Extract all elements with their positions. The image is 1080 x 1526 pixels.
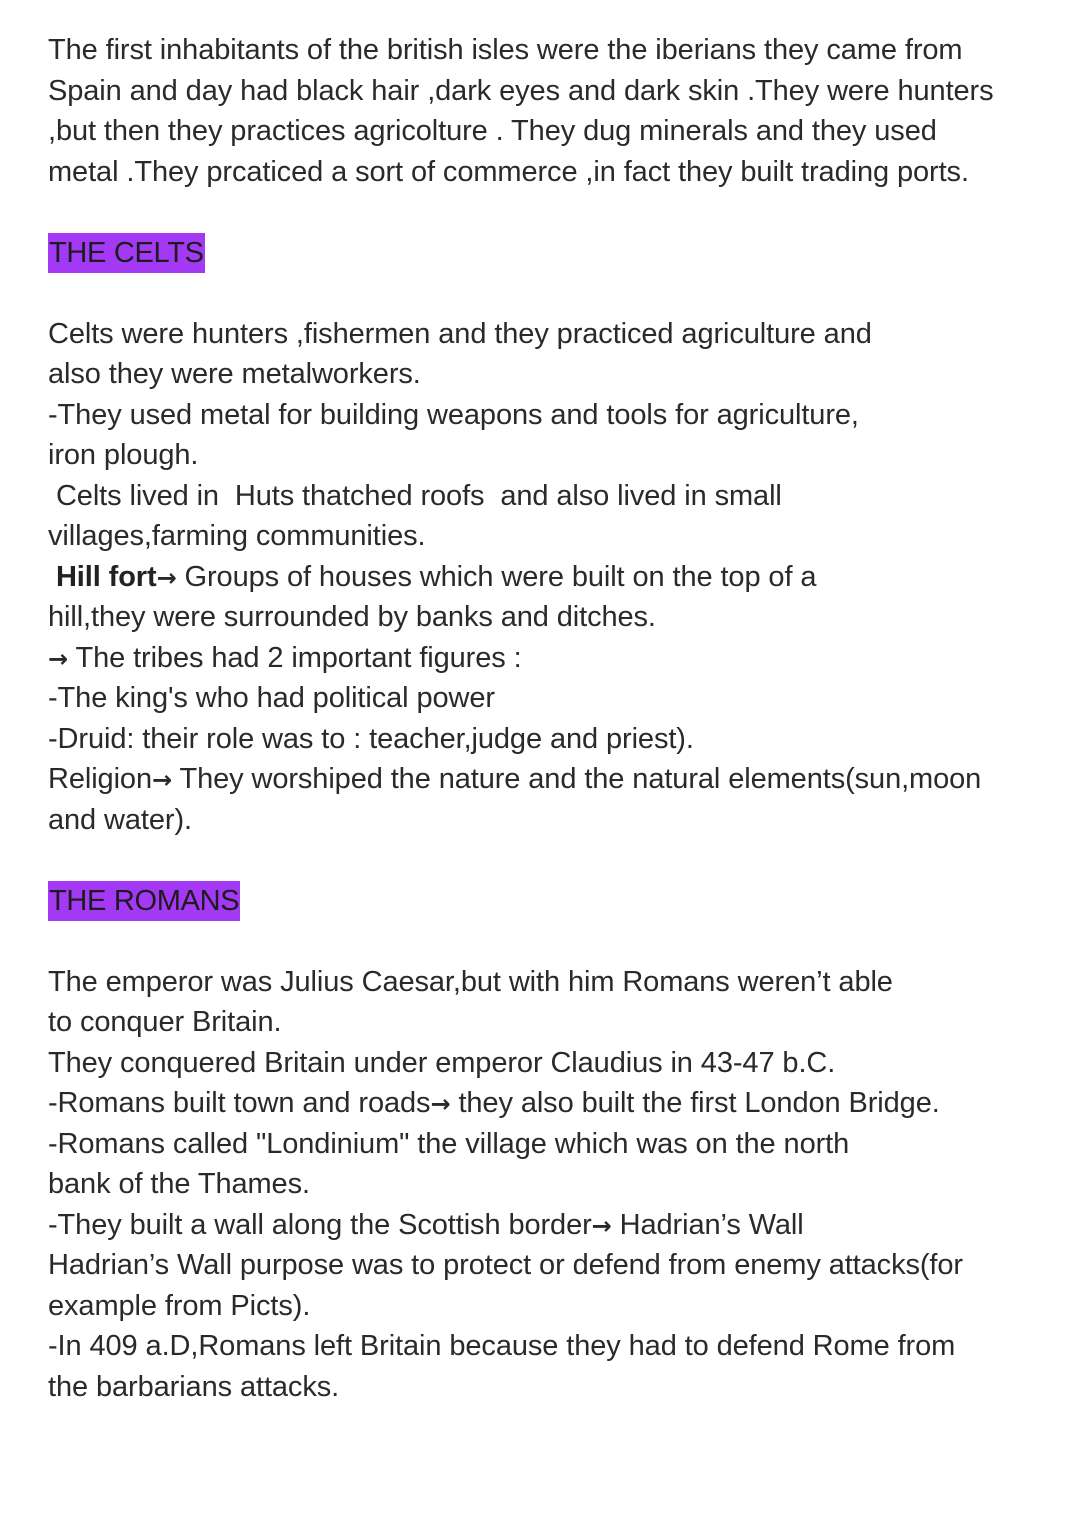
celts-line: -The king's who had political power: [48, 682, 495, 714]
religion-line: [48, 759, 1048, 800]
romans-line: They conquered Britain under emperor Claudius in 43-47 b.C.: [48, 1046, 836, 1079]
document-page: [48, 30, 1048, 1407]
hillfort-line: [48, 557, 1048, 598]
spacer: [48, 840, 1048, 881]
intro-line: metal .They prcaticed a sort of commerce ,in fact they built trading ports.: [48, 155, 969, 188]
spacer: [48, 273, 1048, 314]
hadrians-wall-text: Hadrian’s Wall: [611, 1208, 804, 1241]
romans-line: example from Picts).: [48, 1289, 311, 1322]
arrow-right-icon: →: [48, 644, 69, 673]
celts-line: also they were metalworkers.: [48, 358, 421, 390]
romans-line: -In 409 a.D,Romans left Britain because they had to defend Rome from: [48, 1330, 956, 1362]
celts-line: and water).: [48, 803, 192, 836]
romans-line: the barbarians attacks.: [48, 1370, 340, 1403]
romans-heading: THE ROMANS: [48, 881, 240, 921]
religion-text: They worshiped the nature and the natural elements(sun,moon: [172, 763, 982, 795]
hillfort-text: Groups of houses which were built on the top of a: [176, 560, 817, 593]
hillfort-term: Hill fort: [55, 560, 157, 593]
celts-section: [48, 314, 1048, 841]
religion-term: Religion: [48, 763, 152, 795]
romans-line: Hadrian’s Wall purpose was to protect or defend from enemy attacks(for: [48, 1249, 963, 1281]
celts-huts-text: Celts lived in Huts thatched roofs and also lived in small: [48, 479, 782, 512]
intro-line: Spain and day had black hair ,dark eyes and dark skin .They were hunters: [48, 74, 994, 107]
celts-line: -Druid: their role was to : teacher,judge and priest).: [48, 722, 694, 755]
celts-line: iron plough.: [48, 439, 199, 471]
romans-section: [48, 962, 1048, 1408]
romans-line: to conquer Britain.: [48, 1006, 282, 1038]
romans-roads-text: -Romans built town and roads: [48, 1087, 431, 1119]
intro-paragraph: [48, 30, 1048, 192]
romans-line: The emperor was Julius Caesar,but with him Romans weren’t able: [48, 965, 893, 998]
romans-bridge-text: they also built the first London Bridge.: [450, 1087, 940, 1119]
intro-line: The first inhabitants of the british isles were the iberians they came from: [48, 34, 963, 66]
arrow-right-icon: →: [156, 563, 177, 592]
romans-heading-row: [48, 881, 1048, 922]
celts-line: [48, 476, 1048, 517]
spacer: [48, 921, 1048, 962]
spacer: [48, 192, 1048, 233]
tribes-line: [48, 638, 1048, 679]
celts-line: -They used metal for building weapons and tools for agriculture,: [48, 398, 859, 431]
romans-line: bank of the Thames.: [48, 1168, 310, 1200]
celts-heading: THE CELTS: [48, 233, 205, 273]
romans-wall-text: -They built a wall along the Scottish border: [48, 1208, 592, 1241]
romans-roads-line: [48, 1083, 1048, 1124]
arrow-right-icon: →: [152, 766, 173, 794]
celts-heading-row: [48, 233, 1048, 274]
romans-line: -Romans called "Londinium" the village which was on the north: [48, 1127, 850, 1160]
arrow-right-icon: →: [591, 1211, 612, 1240]
intro-line: ,but then they practices agricolture . They dug minerals and they used: [48, 115, 937, 147]
arrow-right-icon: →: [430, 1090, 451, 1118]
romans-wall-line: [48, 1205, 1048, 1246]
celts-line: villages,farming communities.: [48, 520, 426, 552]
celts-line: hill,they were surrounded by banks and ditches.: [48, 601, 656, 633]
tribes-text: The tribes had 2 important figures :: [68, 641, 522, 674]
celts-line: Celts were hunters ,fishermen and they practiced agriculture and: [48, 317, 872, 350]
